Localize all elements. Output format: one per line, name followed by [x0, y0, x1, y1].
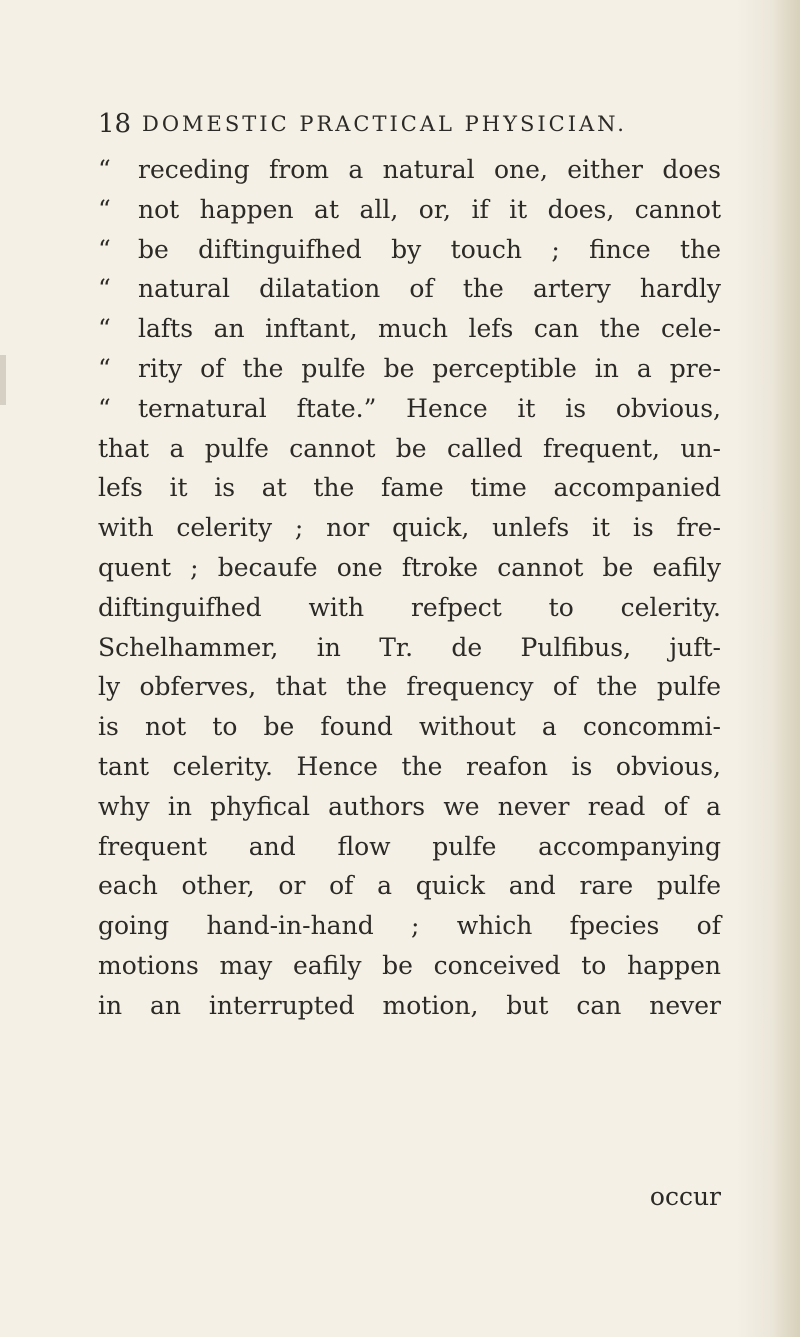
text-line: [98, 230, 721, 270]
text-line: [98, 548, 721, 588]
text-line: [98, 986, 721, 1026]
text-line: [98, 628, 721, 668]
text-line: [98, 588, 721, 628]
text-line: [98, 269, 721, 309]
line-text: lefs it is at the fame time accompanied: [98, 473, 721, 503]
line-text: motions may eafily be conceived to happen: [98, 950, 721, 980]
line-text: diftinguifhed with refpect to celerity.: [98, 592, 721, 622]
page-number: 18: [98, 109, 132, 139]
opening-quote-mark: “: [98, 393, 111, 423]
text-line: [98, 349, 721, 389]
opening-quote-mark: “: [98, 234, 111, 264]
line-text: that a pulfe cannot be called frequent, un-: [98, 433, 721, 463]
line-text: why in phyfical authors we never read of a: [98, 791, 721, 821]
line-text: in an interrupted motion, but can never: [98, 990, 721, 1020]
text-line: [98, 906, 721, 946]
line-text: quent ; becaufe one ftroke cannot be eafily: [98, 552, 721, 582]
line-text: frequent and flow pulfe accompanying: [98, 831, 721, 861]
opening-quote-mark: “: [98, 194, 111, 224]
text-line: [98, 827, 721, 867]
catchword-area: [98, 1177, 721, 1217]
body-text: [98, 150, 721, 1026]
line-text: each other, or of a quick and rare pulfe: [98, 871, 721, 901]
margin-smudge: [0, 355, 6, 405]
line-text: receding from a natural one, either does: [138, 155, 721, 184]
page-header: [98, 104, 718, 144]
text-line: [98, 150, 721, 190]
opening-quote-mark: “: [98, 314, 111, 344]
page-edge-shadow: [772, 0, 800, 1337]
text-line: [98, 468, 721, 508]
opening-quote-mark: “: [98, 155, 111, 184]
text-line: [98, 747, 721, 787]
line-text: with celerity ; nor quick, unlefs it is fre-: [98, 513, 721, 543]
line-text: natural dilatation of the artery hardly: [138, 274, 721, 304]
opening-quote-mark: “: [98, 353, 111, 383]
line-text: is not to be found without a concommi-: [98, 712, 721, 742]
line-text: lafts an inftant, much lefs can the cele-: [138, 314, 721, 344]
line-text: ly obferves, that the frequency of the pulfe: [98, 672, 721, 702]
text-line: [98, 190, 721, 230]
text-line: [98, 707, 721, 747]
line-text: tant celerity. Hence the reafon is obvious,: [98, 751, 721, 781]
line-text: rity of the pulfe be perceptible in a pre-: [138, 353, 721, 383]
text-line: [98, 946, 721, 986]
line-text: not happen at all, or, if it does, cannot: [138, 194, 721, 224]
text-line: [98, 309, 721, 349]
text-line: [98, 389, 721, 429]
line-text: ternatural ftate.” Hence it is obvious,: [138, 393, 721, 423]
text-line: [98, 508, 721, 548]
line-text: Schelhammer, in Tr. de Pulfibus, juft-: [98, 632, 721, 662]
opening-quote-mark: “: [98, 274, 111, 304]
catchword: occur: [649, 1182, 721, 1211]
text-line: [98, 787, 721, 827]
text-line: [98, 429, 721, 469]
line-text: going hand-in-hand ; which fpecies of: [98, 911, 721, 941]
text-line: [98, 667, 721, 707]
line-text: be diftinguifhed by touch ; fince the: [138, 234, 721, 264]
text-line: [98, 866, 721, 906]
running-head: DOMESTIC PRACTICAL PHYSICIAN.: [142, 112, 627, 136]
